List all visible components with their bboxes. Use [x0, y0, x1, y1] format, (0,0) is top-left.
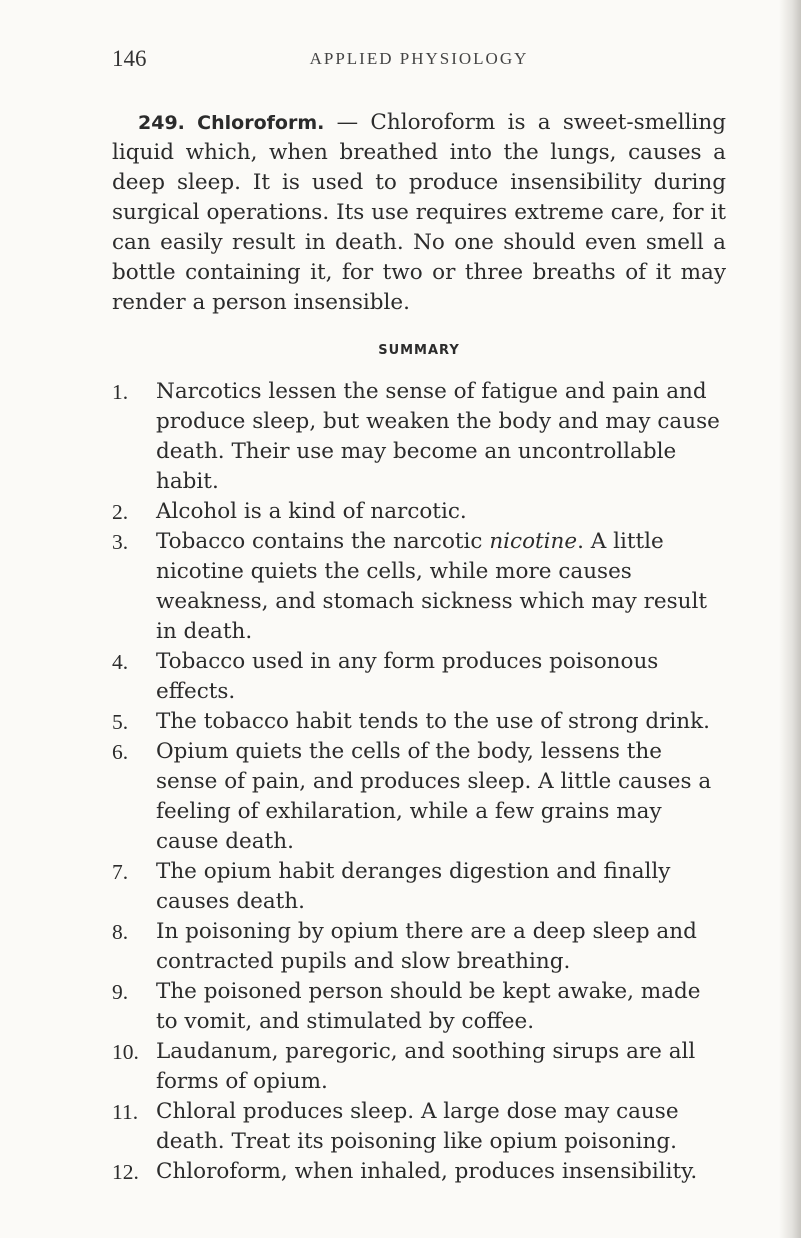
- item-number: 5.: [112, 710, 129, 734]
- item-number: 7.: [112, 860, 129, 884]
- item-text: The opium habit deranges digestion and finally causes death.: [156, 859, 671, 914]
- item-text-italic: nicotine: [489, 529, 578, 554]
- item-number: 10.: [112, 1040, 139, 1064]
- summary-item: [112, 1157, 726, 1187]
- summary-item: [112, 377, 726, 497]
- item-text: Chloroform, when inhaled, produces insensibility.: [156, 1159, 698, 1184]
- item-text: [156, 527, 726, 647]
- summary-heading: SUMMARY: [378, 343, 460, 358]
- section-249: [112, 108, 726, 318]
- section-paragraph: [112, 108, 726, 318]
- item-text: Opium quiets the cells of the body, lessens the sense of pain, and produces sleep. A little causes a feeling of exhilaration, while a few grains may cause death.: [156, 739, 712, 854]
- section-title: Chloroform.: [197, 112, 325, 134]
- item-number: 3.: [112, 530, 129, 554]
- page-number: 146: [112, 46, 147, 71]
- item-text: The poisoned person should be kept awake, made to vomit, and stimulated by coffee.: [156, 979, 701, 1034]
- summary-item: [112, 857, 726, 917]
- item-text: The tobacco habit tends to the use of strong drink.: [156, 709, 710, 734]
- running-head: APPLIED PHYSIOLOGY: [309, 49, 529, 68]
- summary-item: [112, 977, 726, 1037]
- summary-item: [112, 707, 726, 737]
- summary-item: [112, 647, 726, 707]
- page-edge-shadow: [779, 0, 801, 1238]
- item-number: 8.: [112, 920, 129, 944]
- section-number: 249.: [138, 112, 185, 134]
- summary-item: [112, 737, 726, 857]
- item-number: 11.: [112, 1100, 139, 1124]
- item-number: 2.: [112, 500, 129, 524]
- item-text: Alcohol is a kind of narcotic.: [156, 499, 467, 524]
- item-number: 12.: [112, 1160, 139, 1184]
- summary-item: [112, 1037, 726, 1097]
- summary-item: [112, 1097, 726, 1157]
- item-text: Chloral produces sleep. A large dose may cause death. Treat its poisoning like opium poisoning.: [156, 1099, 679, 1154]
- summary-item: [112, 497, 726, 527]
- item-number: 1.: [112, 380, 129, 404]
- item-text-post: . A little nicotine quiets the cells, while more causes weakness, and stomach sickness which may result in death.: [156, 529, 707, 644]
- item-number: 4.: [112, 650, 129, 674]
- item-text: In poisoning by opium there are a deep sleep and contracted pupils and slow breathing.: [156, 919, 697, 974]
- item-number: 6.: [112, 740, 129, 764]
- summary-item: [112, 527, 726, 647]
- section-text: Chloroform is a sweet-smelling liquid which, when breathed into the lungs, causes a deep sleep. It is used to produce insensibility during surgical operations. Its use requires extreme care, for it can easily result in death. No one should even smell a bottle containing it, for two or three breaths of it may render a person insensible.: [112, 110, 727, 315]
- page-header: [112, 46, 726, 76]
- section-dash: —: [324, 110, 371, 135]
- item-text-pre: Tobacco contains the narcotic: [156, 529, 490, 554]
- summary-list: [112, 377, 726, 1187]
- item-text: Tobacco used in any form produces poisonous effects.: [156, 649, 659, 704]
- item-number: 9.: [112, 980, 129, 1004]
- summary-item: [112, 917, 726, 977]
- item-text: Laudanum, paregoric, and soothing sirups are all forms of opium.: [156, 1039, 696, 1094]
- item-text: Narcotics lessen the sense of fatigue and pain and produce sleep, but weaken the body and may cause death. Their use may become an uncontrollable habit.: [156, 379, 720, 494]
